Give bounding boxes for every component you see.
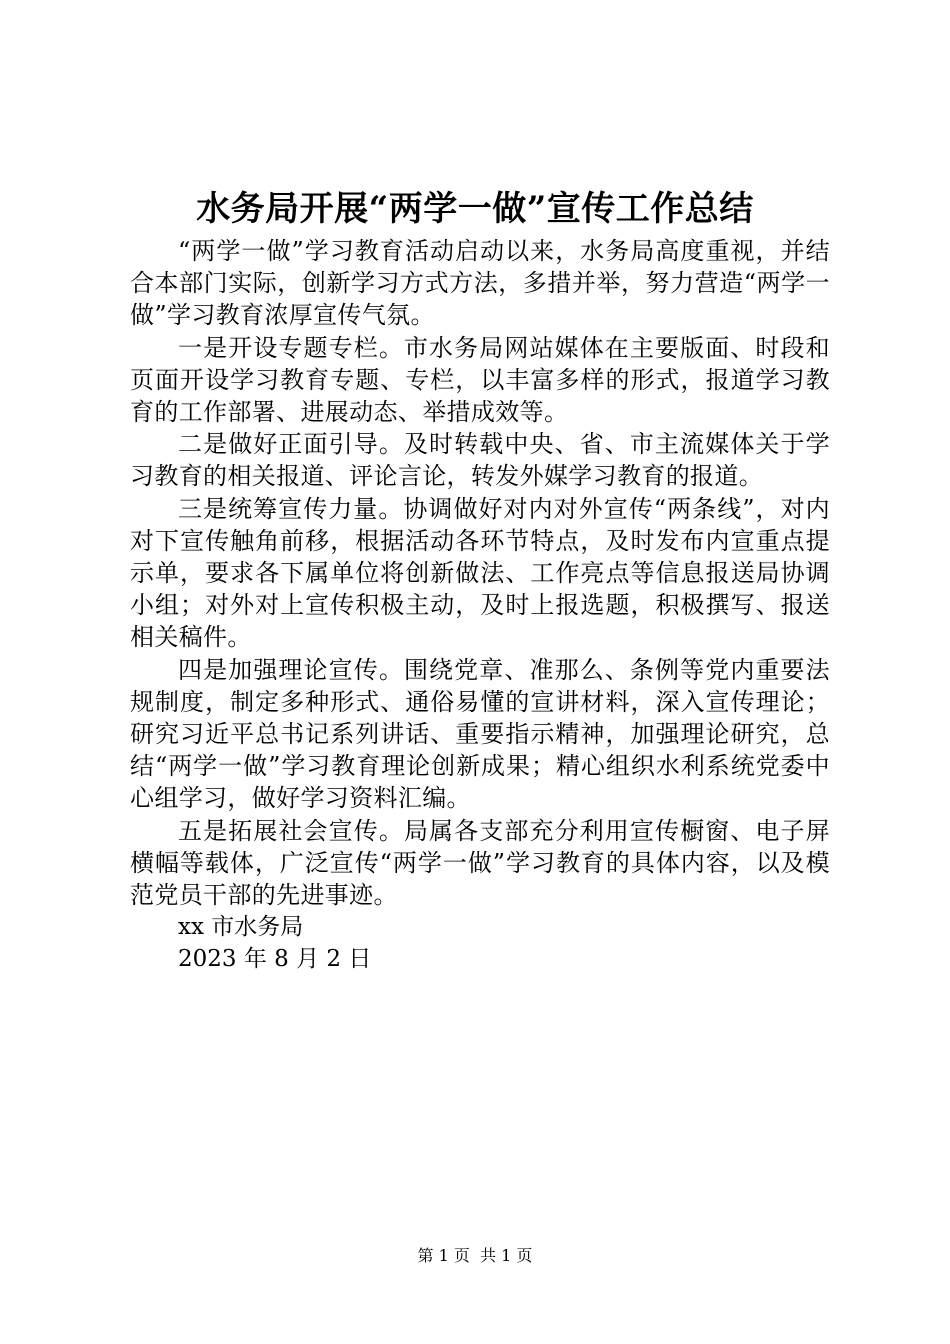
document-title: 水务局开展“两学一做”宣传工作总结 (196, 189, 754, 229)
signature-organization: xx 市水务局 (178, 914, 304, 941)
paragraph-intro: “两学一做”学习教育活动启动以来，水务局高度重视，并结合本部门实际，创新学习方式方法，多措并举，努力营造“两学一做”学习教育浓厚宣传气氛。 (130, 237, 830, 330)
paragraph-point-1: 一是开设专题专栏。市水务局网站媒体在主要版面、时段和页面开设学习教育专题、专栏，以丰富多样的形式，报道学习教育的工作部署、进展动态、举措成效等。 (130, 333, 830, 427)
page-number: 第 1 页 共 1 页 (417, 1246, 533, 1265)
paragraph-point-2: 二是做好正面引导。及时转载中央、省、市主流媒体关于学习教育的相关报道、评论言论，转发外媒学习教育的报道。 (130, 430, 830, 491)
paragraph-point-4: 四是加强理论宣传。围绕党章、准那么、条例等党内重要法规制度，制定多种形式、通俗易懂的宣讲材料，深入宣传理论；研究习近平总书记系列讲话、重要指示精神，加强理论研究，总结“两学一做”学习教育理论创新成果；精心组织水利系统党委中心组学习，做好学习资料汇编。 (130, 655, 830, 813)
signature-date: 2023 年 8 月 2 日 (178, 946, 372, 973)
document-body (130, 235, 830, 975)
page-footer (0, 1246, 950, 1266)
paragraph-point-3: 三是统筹宣传力量。协调做好对内对外宣传“两条线”，对内对下宣传触角前移，根据活动各环节特点，及时发布内宣重点提示单，要求各下属单位将创新做法、工作亮点等信息报送局协调小组；对外对上宣传积极主动，及时上报选题，积极撰写、报送相关稿件。 (130, 494, 830, 652)
paragraph-point-5: 五是拓展社会宣传。局属各支部充分利用宣传橱窗、电子屏横幅等载体，广泛宣传“两学一做”学习教育的具体内容，以及模范党员干部的先进事迹。 (130, 816, 830, 910)
